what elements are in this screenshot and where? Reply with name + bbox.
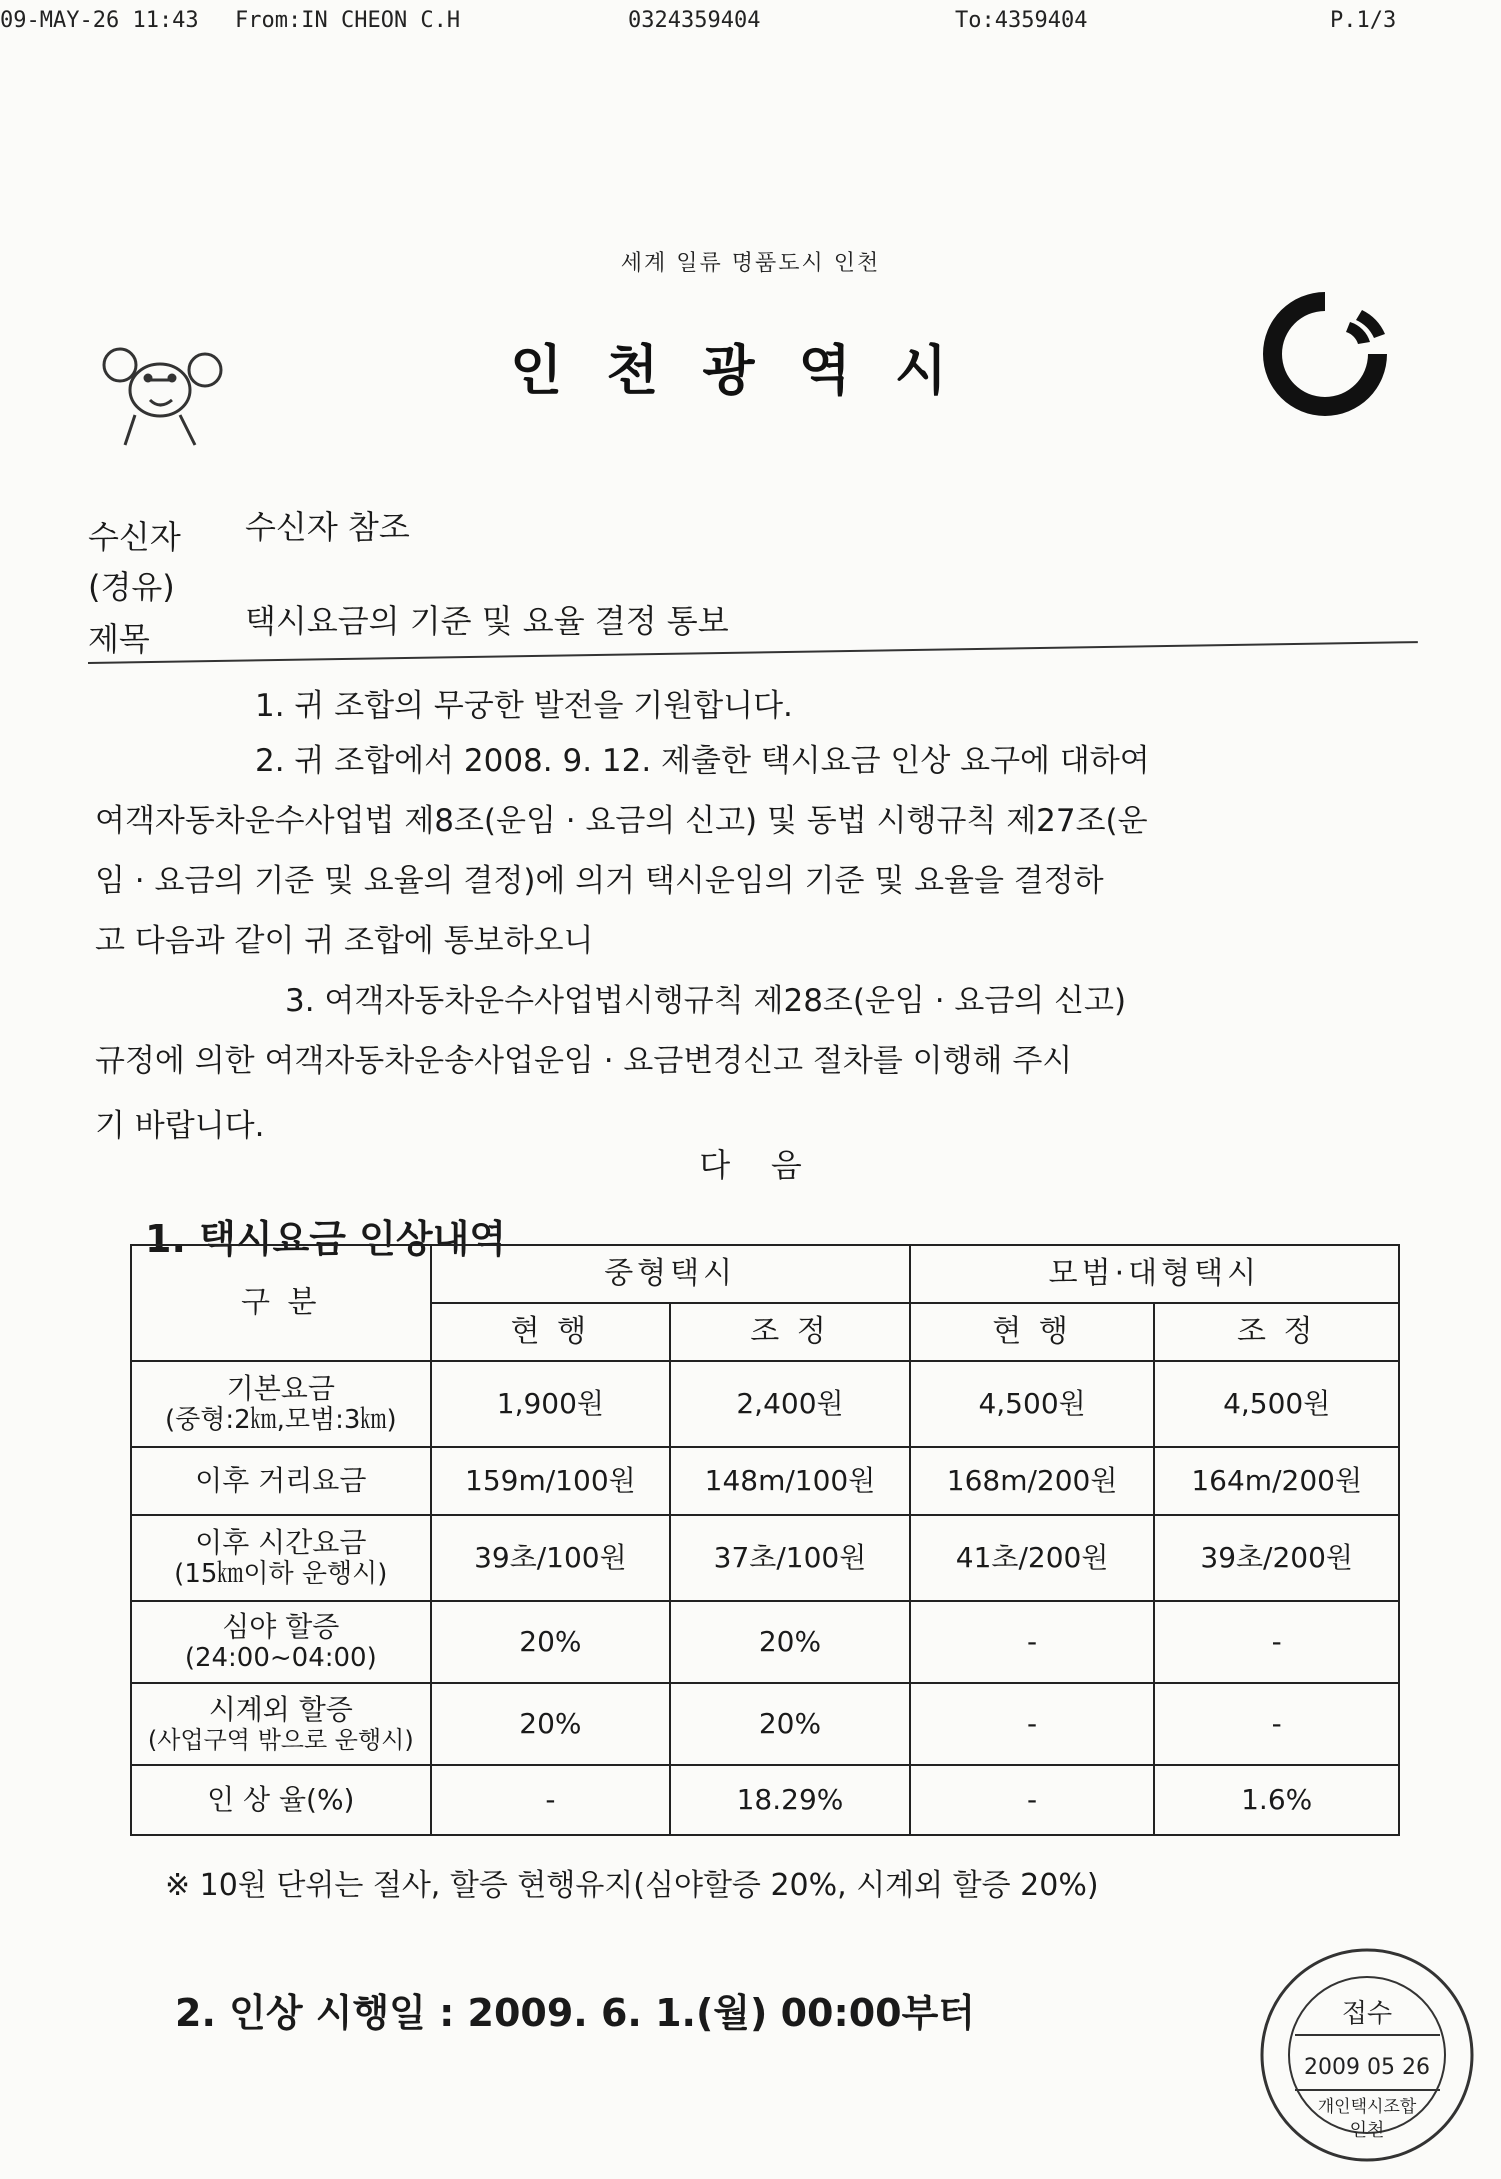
cell-value: - bbox=[910, 1683, 1155, 1765]
fax-to: To:4359404 bbox=[955, 8, 1088, 33]
subject-label: 제목 bbox=[88, 620, 150, 658]
cell-value: 20% bbox=[431, 1683, 671, 1765]
body-line-3: 여객자동차운수사업법 제8조(운임 · 요금의 신고) 및 동법 시행규칙 제27조(운 bbox=[95, 803, 1148, 839]
cell-value: 18.29% bbox=[670, 1765, 910, 1835]
fax-page: P.1/3 bbox=[1330, 8, 1397, 33]
body-line-7: 규정에 의한 여객자동차운송사업운임 · 요금변경신고 절차를 이행해 주시 bbox=[95, 1043, 1073, 1079]
cell-value: 4,500원 bbox=[910, 1361, 1155, 1447]
rounding-note: ※ 10원 단위는 절사, 할증 현행유지(심야할증 20%, 시계외 할증 20%) bbox=[165, 1868, 1099, 1903]
stamp-title: 접수 bbox=[1341, 1999, 1393, 2029]
subject-divider bbox=[88, 641, 1418, 664]
cell-value: 4,500원 bbox=[1154, 1361, 1399, 1447]
table-row bbox=[131, 1683, 1399, 1765]
table-row bbox=[131, 1601, 1399, 1683]
row-sublabel: (24:00~04:00) bbox=[184, 1643, 377, 1674]
cell-value: - bbox=[1154, 1601, 1399, 1683]
cell-value: 148m/100원 bbox=[670, 1447, 910, 1515]
body-line-8: 기 바랍니다. bbox=[95, 1108, 265, 1144]
fax-header bbox=[0, 8, 1501, 38]
header-current: 현 행 bbox=[431, 1303, 671, 1361]
header-adjusted: 조 정 bbox=[1154, 1303, 1399, 1361]
row-label: 심야 할증 bbox=[222, 1609, 340, 1643]
via-label: (경유) bbox=[88, 568, 175, 606]
header-group-midsize: 중형택시 bbox=[431, 1245, 910, 1303]
row-label: 이후 시간요금 bbox=[195, 1525, 367, 1559]
table-row bbox=[131, 1361, 1399, 1447]
fax-from: From:IN CHEON C.H bbox=[235, 8, 461, 33]
header-adjusted: 조 정 bbox=[670, 1303, 910, 1361]
cell-value: 164m/200원 bbox=[1154, 1447, 1399, 1515]
cell-value: - bbox=[910, 1765, 1155, 1835]
receipt-stamp bbox=[1255, 1940, 1480, 2170]
row-label: 인 상 율(%) bbox=[131, 1765, 431, 1835]
cell-value: 1,900원 bbox=[431, 1361, 671, 1447]
row-label: 기본요금 bbox=[226, 1371, 335, 1405]
cell-value: - bbox=[431, 1765, 671, 1835]
row-label: 시계외 할증 bbox=[208, 1692, 353, 1726]
cell-value: 37초/100원 bbox=[670, 1515, 910, 1601]
cell-value: 1.6% bbox=[1154, 1765, 1399, 1835]
row-sublabel: (중형:2㎞,모범:3㎞) bbox=[164, 1405, 397, 1436]
stamp-date: 2009 05 26 bbox=[1304, 2055, 1430, 2080]
next-heading: 다 음 bbox=[699, 1146, 802, 1184]
cell-value: - bbox=[910, 1601, 1155, 1683]
body-line-5: 고 다음과 같이 귀 조합에 통보하오니 bbox=[95, 923, 594, 959]
city-logo-icon bbox=[1250, 282, 1400, 422]
cell-value: 39초/100원 bbox=[431, 1515, 671, 1601]
section1-title: 1. 택시요금 인상내역 bbox=[145, 1217, 506, 1261]
subject-value: 택시요금의 기준 및 요율 결정 통보 bbox=[245, 602, 729, 640]
body-line-1: 1. 귀 조합의 무궁한 발전을 기원합니다. bbox=[255, 688, 793, 724]
body-line-2: 2. 귀 조합에서 2008. 9. 12. 제출한 택시요금 인상 요구에 대하여 bbox=[255, 743, 1150, 779]
header-current: 현 행 bbox=[910, 1303, 1155, 1361]
stamp-city: 인천 bbox=[1349, 2120, 1385, 2141]
fax-number: 0324359404 bbox=[628, 8, 761, 33]
table-row bbox=[131, 1515, 1399, 1601]
recipient-label: 수신자 bbox=[88, 518, 181, 556]
fare-table bbox=[130, 1244, 1400, 1836]
cell-value: 39초/200원 bbox=[1154, 1515, 1399, 1601]
mascot-emblem-icon bbox=[80, 320, 240, 460]
table-row bbox=[131, 1765, 1399, 1835]
cell-value: 159m/100원 bbox=[431, 1447, 671, 1515]
cell-value: 168m/200원 bbox=[910, 1447, 1155, 1515]
cell-value: - bbox=[1154, 1683, 1399, 1765]
stamp-org: 개인택시조합 bbox=[1317, 2097, 1417, 2117]
slogan: 세계 일류 명품도시 인천 bbox=[620, 251, 881, 276]
recipient-value: 수신자 참조 bbox=[245, 508, 410, 546]
row-sublabel: (사업구역 밖으로 운행시) bbox=[147, 1726, 414, 1755]
cell-value: 41초/200원 bbox=[910, 1515, 1155, 1601]
section2-title: 2. 인상 시행일 : 2009. 6. 1.(월) 00:00부터 bbox=[175, 1991, 975, 2035]
body-line-6: 3. 여객자동차운수사업법시행규칙 제28조(운임 · 요금의 신고) bbox=[285, 983, 1127, 1019]
table-row bbox=[131, 1447, 1399, 1515]
cell-value: 20% bbox=[431, 1601, 671, 1683]
header-group-deluxe: 모범·대형택시 bbox=[910, 1245, 1399, 1303]
fax-datetime: 09-MAY-26 11:43 bbox=[0, 8, 199, 33]
cell-value: 20% bbox=[670, 1601, 910, 1683]
organization-title: 인천광역시 bbox=[510, 339, 991, 402]
row-sublabel: (15㎞이하 운행시) bbox=[174, 1559, 388, 1590]
header-category: 구 분 bbox=[131, 1245, 431, 1361]
row-label: 이후 거리요금 bbox=[131, 1447, 431, 1515]
cell-value: 2,400원 bbox=[670, 1361, 910, 1447]
cell-value: 20% bbox=[670, 1683, 910, 1765]
body-line-4: 임 · 요금의 기준 및 요율의 결정)에 의거 택시운임의 기준 및 요율을 결정하 bbox=[95, 863, 1104, 899]
